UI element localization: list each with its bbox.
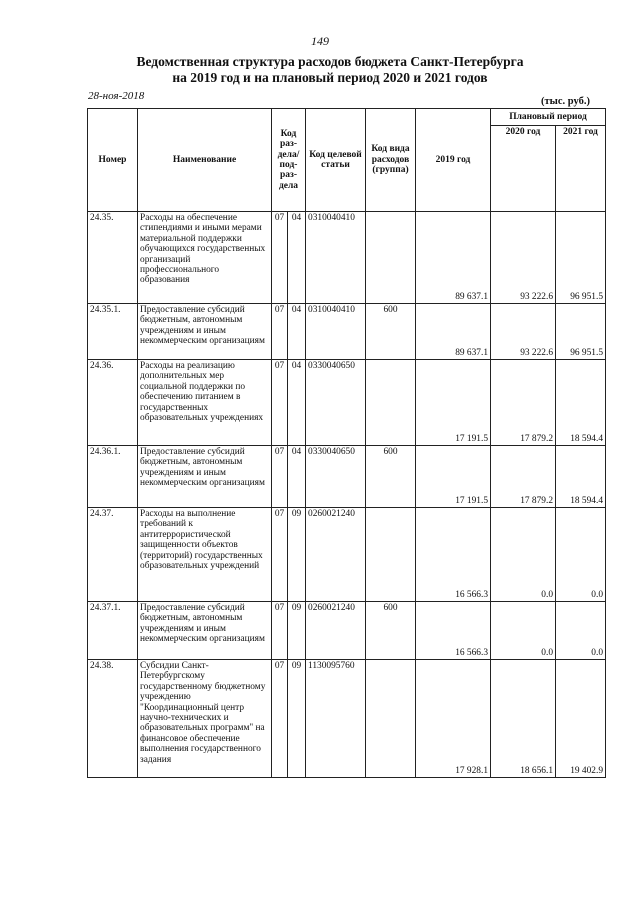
- row-2021-cell: 96 951.5: [556, 304, 606, 360]
- row-section-cell: 07: [272, 602, 288, 660]
- row-section-cell: 07: [272, 660, 288, 778]
- row-number-cell: 24.37.: [88, 508, 138, 602]
- row-subsection-cell: 04: [288, 360, 306, 446]
- row-2021-cell: 18 594.4: [556, 360, 606, 446]
- header-target: Код целевой статьи: [306, 109, 366, 212]
- row-name-cell: Предоставление субсидий бюджетным, автономным учреждениям и иным некоммерческим организациям: [138, 304, 272, 360]
- row-type-cell: [366, 660, 416, 778]
- header-2021: 2021 год: [556, 126, 606, 212]
- title-line-1: Ведомственная структура расходов бюджета Санкт-Петербурга: [136, 54, 524, 69]
- row-target-cell: 0330040650: [306, 360, 366, 446]
- row-number-cell: 24.37.1.: [88, 602, 138, 660]
- row-number-cell: 24.35.: [88, 212, 138, 304]
- table-row: [88, 360, 606, 446]
- row-2020-cell: 18 656.1: [491, 660, 556, 778]
- row-2021-cell: 96 951.5: [556, 212, 606, 304]
- table-row: [88, 304, 606, 360]
- row-2020-cell: 93 222.6: [491, 304, 556, 360]
- header-2019: 2019 год: [416, 109, 491, 212]
- row-section-cell: 07: [272, 304, 288, 360]
- row-2019-cell: 17 191.5: [416, 360, 491, 446]
- row-subsection-cell: 04: [288, 304, 306, 360]
- document-date: 28-ноя-2018: [88, 90, 145, 102]
- page-title: [80, 54, 580, 86]
- row-2020-cell: 17 879.2: [491, 360, 556, 446]
- row-2020-cell: 0.0: [491, 602, 556, 660]
- row-section-cell: 07: [272, 212, 288, 304]
- row-target-cell: 1130095760: [306, 660, 366, 778]
- row-type-cell: [366, 508, 416, 602]
- row-number-cell: 24.35.1.: [88, 304, 138, 360]
- row-2019-cell: 17 191.5: [416, 446, 491, 508]
- row-target-cell: 0310040410: [306, 304, 366, 360]
- row-section-cell: 07: [272, 446, 288, 508]
- header-number: Номер: [88, 109, 138, 212]
- row-name-cell: Расходы на обеспечение стипендиями и иными мерами материальной поддержки обучающихся государственных организаций профессионального образования: [138, 212, 272, 304]
- title-line-2: на 2019 год и на плановый период 2020 и 2021 годов: [172, 70, 488, 85]
- row-type-cell: [366, 360, 416, 446]
- row-2019-cell: 89 637.1: [416, 212, 491, 304]
- row-2020-cell: 17 879.2: [491, 446, 556, 508]
- row-subsection-cell: 09: [288, 508, 306, 602]
- row-section-cell: 07: [272, 508, 288, 602]
- header-type: Код вида расходов (группа): [366, 109, 416, 212]
- table-row: [88, 660, 606, 778]
- table-row: [88, 508, 606, 602]
- header-section: Код раз-дела/ под-раз-дела: [272, 109, 306, 212]
- row-number-cell: 24.36.: [88, 360, 138, 446]
- row-2019-cell: 16 566.3: [416, 508, 491, 602]
- row-2019-cell: 89 637.1: [416, 304, 491, 360]
- page-number: 149: [311, 34, 329, 48]
- expenditure-table: [87, 108, 606, 778]
- header-row: [88, 109, 606, 126]
- row-2021-cell: 18 594.4: [556, 446, 606, 508]
- header-planned: Плановый период: [491, 109, 606, 126]
- row-type-cell: 600: [366, 446, 416, 508]
- row-section-cell: 07: [272, 360, 288, 446]
- row-subsection-cell: 09: [288, 660, 306, 778]
- row-2019-cell: 16 566.3: [416, 602, 491, 660]
- table-row: [88, 446, 606, 508]
- row-name-cell: Предоставление субсидий бюджетным, автономным учреждениям и иным некоммерческим организациям: [138, 446, 272, 508]
- row-2021-cell: 0.0: [556, 602, 606, 660]
- row-2021-cell: 19 402.9: [556, 660, 606, 778]
- row-name-cell: Субсидии Санкт-Петербургскому государственному бюджетному учреждению "Координационный центр научно-технических и образовательных программ" на финансовое обеспечение выполнения государственного задания: [138, 660, 272, 778]
- row-target-cell: 0260021240: [306, 508, 366, 602]
- header-name: Наименование: [138, 109, 272, 212]
- row-name-cell: Расходы на выполнение требований к антитеррористической защищенности объектов (территорий) государственных образовательных учреждений: [138, 508, 272, 602]
- row-type-cell: 600: [366, 602, 416, 660]
- row-2019-cell: 17 928.1: [416, 660, 491, 778]
- row-target-cell: 0260021240: [306, 602, 366, 660]
- row-target-cell: 0330040650: [306, 446, 366, 508]
- row-name-cell: Расходы на реализацию дополнительных мер социальной поддержки по обеспечению питанием в государственных образовательных учреждениях: [138, 360, 272, 446]
- row-type-cell: 600: [366, 304, 416, 360]
- row-target-cell: 0310040410: [306, 212, 366, 304]
- row-name-cell: Предоставление субсидий бюджетным, автономным учреждениям и иным некоммерческим организациям: [138, 602, 272, 660]
- row-2021-cell: 0.0: [556, 508, 606, 602]
- row-number-cell: 24.36.1.: [88, 446, 138, 508]
- row-number-cell: 24.38.: [88, 660, 138, 778]
- row-type-cell: [366, 212, 416, 304]
- row-subsection-cell: 04: [288, 212, 306, 304]
- row-subsection-cell: 09: [288, 602, 306, 660]
- row-2020-cell: 93 222.6: [491, 212, 556, 304]
- row-subsection-cell: 04: [288, 446, 306, 508]
- table-row: [88, 602, 606, 660]
- header-2020: 2020 год: [491, 126, 556, 212]
- units-label: (тыс. руб.): [541, 96, 590, 107]
- row-2020-cell: 0.0: [491, 508, 556, 602]
- table-row: [88, 212, 606, 304]
